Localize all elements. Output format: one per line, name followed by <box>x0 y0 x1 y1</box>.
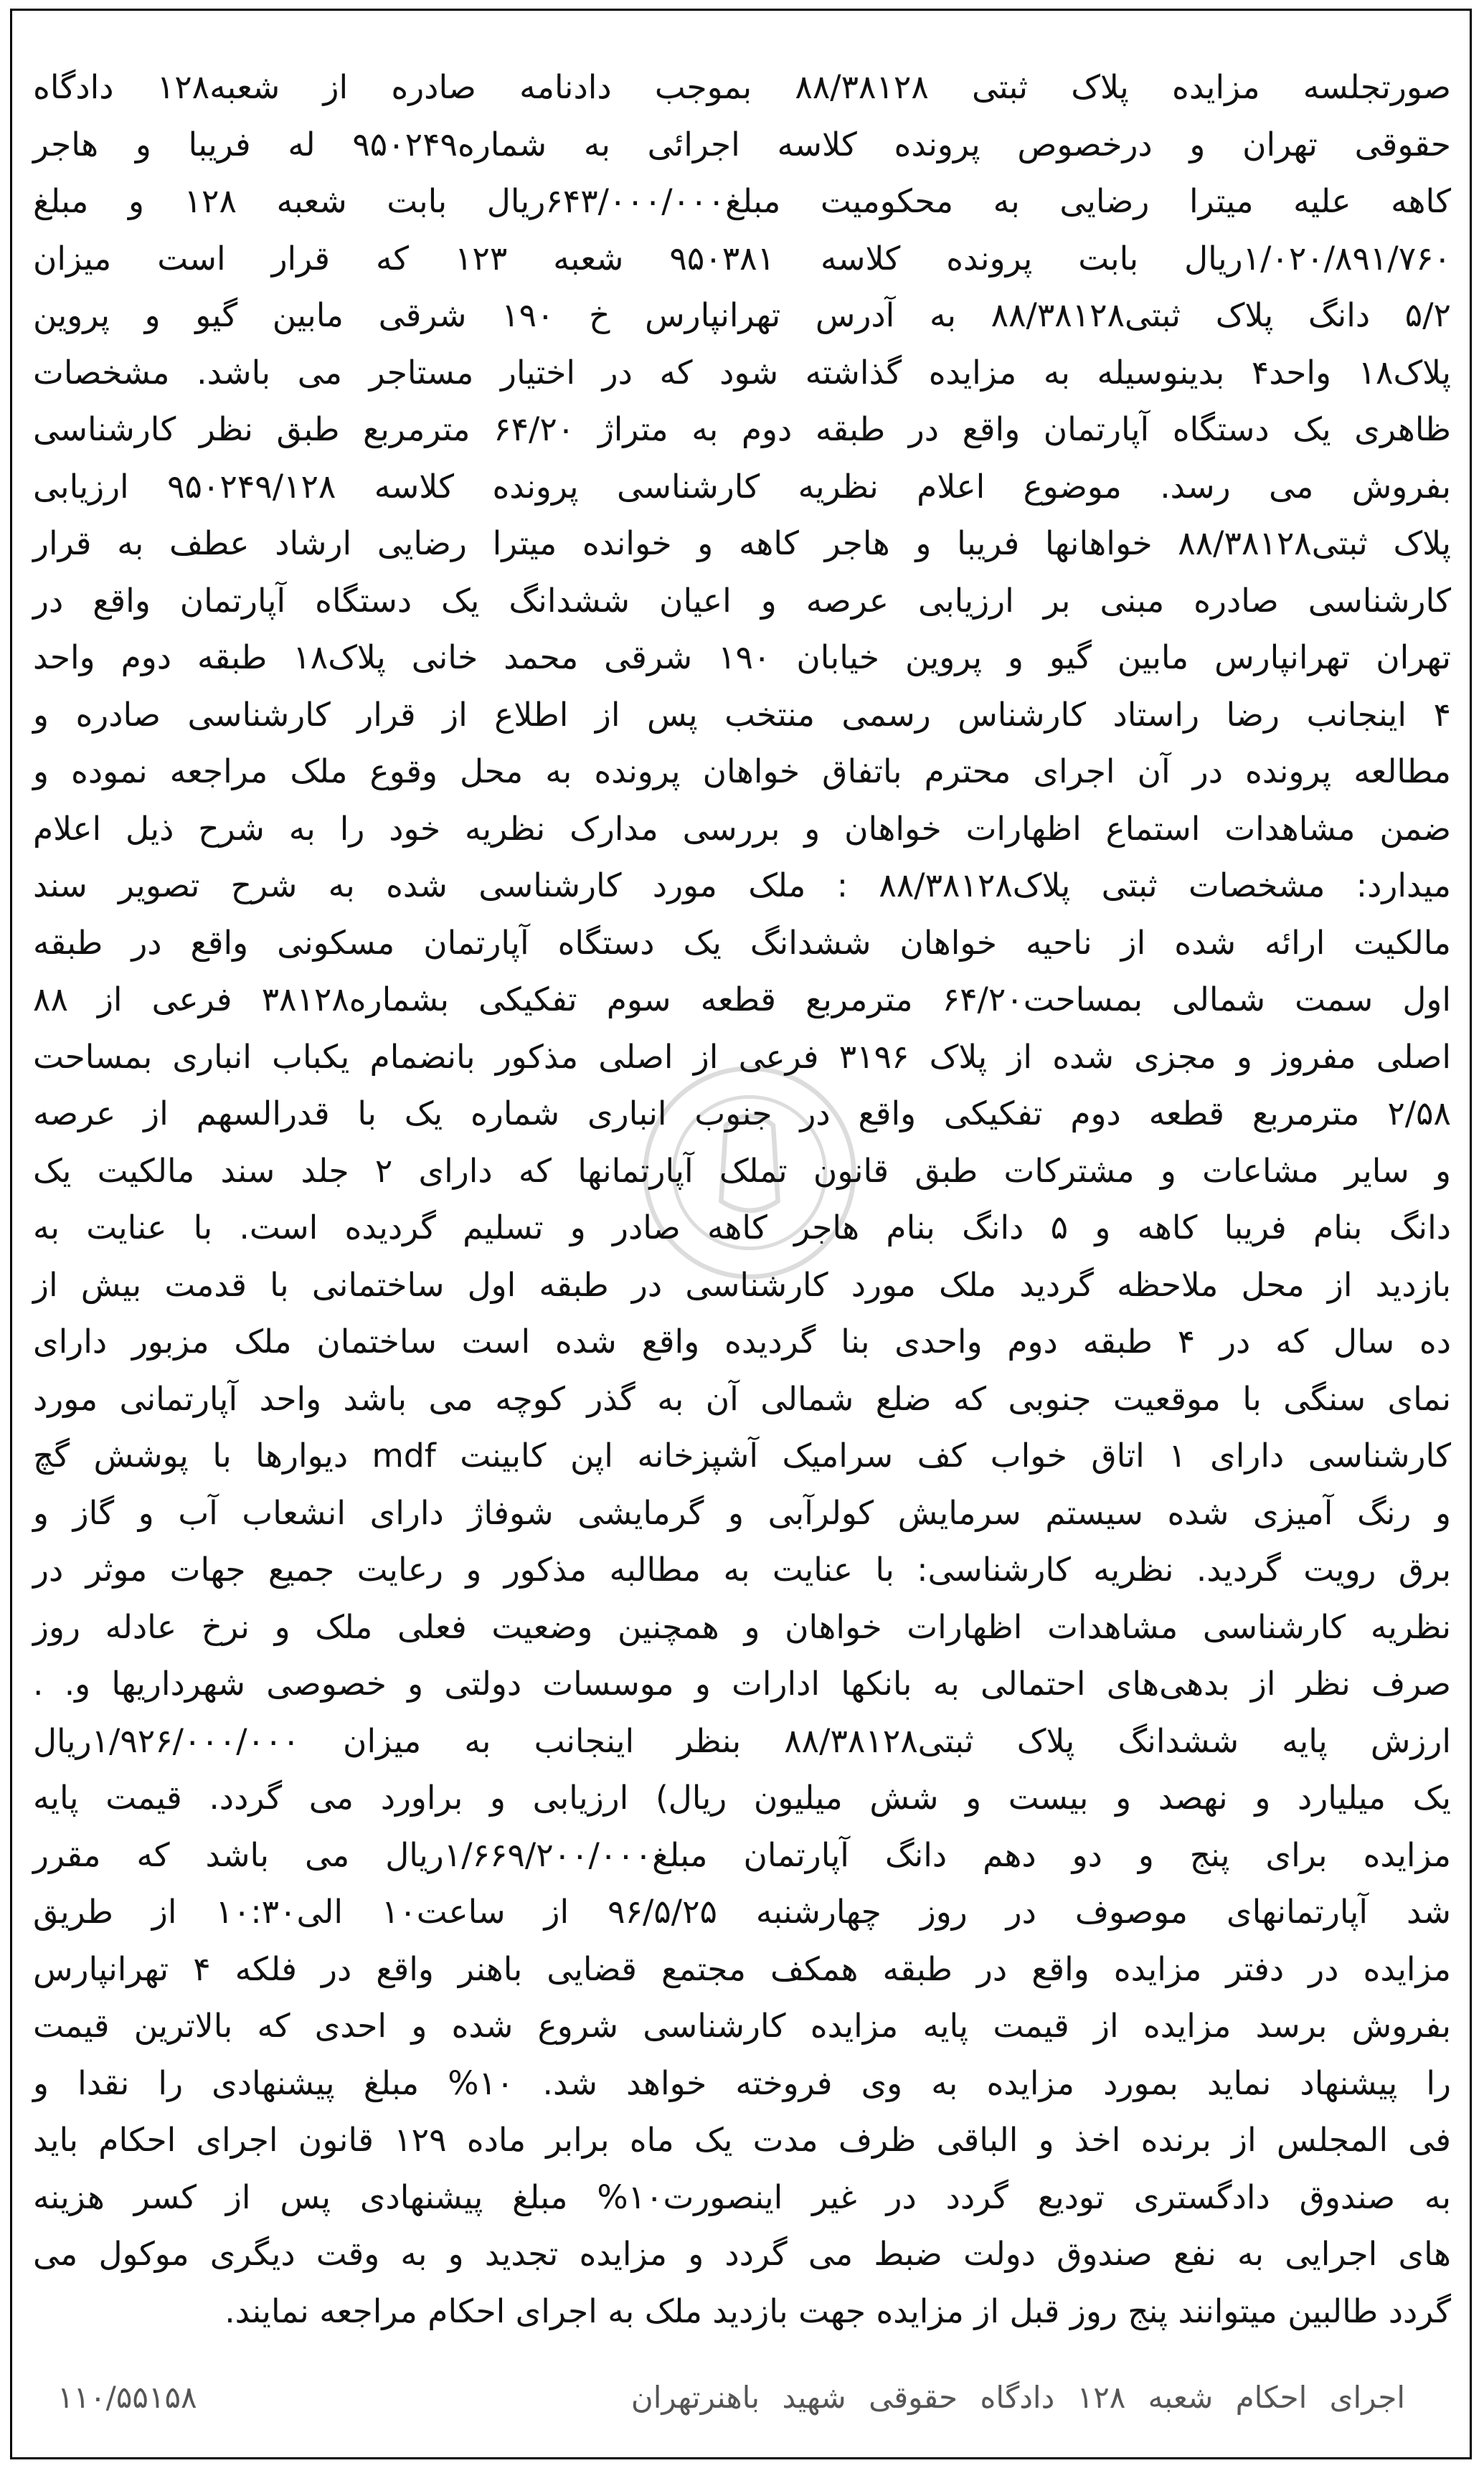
text-line: فی المجلس از برنده اخذ و الباقی ظرف مدت یک ماه برابر ماده ۱۲۹ قانون اجرای احکام باید <box>33 2121 1451 2159</box>
text-line: شد آپارتمانهای موصوف در روز چهارشنبه ۹۶/۵/۲۵ از ساعت۱۰ الی۱۰:۳۰ از طریق <box>33 1893 1451 1931</box>
text-line: گردد طالبین میتوانند پنج روز قبل از مزایده جهت بازدید ملک به اجرای احکام مراجعه نمایند. <box>225 2292 1451 2330</box>
text-line: اول سمت شمالی بمساحت۶۴/۲۰ مترمربع قطعه سوم تفکیکی بشماره۳۸۱۲۸ فرعی از ۸۸ <box>33 980 1452 1018</box>
text-line: کارشناسی صادره مبنی بر ارزیابی عرصه و اعیان ششدانگ یک دستگاه آپارتمان واقع در <box>33 581 1451 620</box>
text-line: بازدید از محل ملاحظه گردید ملک مورد کارشناسی در طبقه اول ساختمانی با قدمت بیش از <box>33 1265 1451 1304</box>
reference-number: ۱۱۰/۵۵۱۵۸ <box>57 2380 197 2415</box>
text-line: مالکیت ارائه شده از ناحیه خواهان ششدانگ یک دستگاه آپارتمان مسکونی واقع در طبقه <box>33 923 1451 962</box>
text-line: حقوقی تهران و درخصوص پرونده کلاسه اجرائی به شماره۹۵۰۲۴۹ له فریبا و هاجر <box>33 125 1451 164</box>
text-line: و رنگ آمیزی شده سیستم سرمایش کولرآبی و گرمایشی شوفاژ دارای انشعاب آب و گاز و <box>33 1493 1451 1532</box>
text-line: صرف نظر از بدهی‌های احتمالی به بانکها ادارات و موسسات دولتی و خصوصی شهرداریها و. . <box>33 1665 1451 1703</box>
text-line: به صندوق دادگستری تودیع گردد در غیر اینصورت۱۰% مبلغ پیشنهادی پس از کسر هزینه <box>33 2178 1451 2216</box>
text-line: های اجرایی به نفع صندوق دولت ضبط می گردد و مزایده تجدید و به وقت دیگری موکول می <box>33 2235 1451 2273</box>
text-line: برق رویت گردید. نظریه کارشناسی: با عنایت به مطالبه مذکور و رعایت جمیع جهات موثر در <box>33 1551 1451 1589</box>
text-line: کاهه علیه میترا رضایی به محکومیت مبلغ۶۴۳/۰۰۰/۰۰۰ریال بابت شعبه ۱۲۸ و مبلغ <box>33 182 1452 220</box>
text-line: ۲/۵۸ مترمربع قطعه دوم تفکیکی واقع در جنوب انباری شماره یک با قدرالسهم از عرصه <box>33 1094 1451 1133</box>
notice-body <box>33 59 1451 2340</box>
text-line: ده سال که در ۴ طبقه دوم واحدی بنا گردیده واقع شده است ساختمان ملک مزبور دارای <box>33 1323 1451 1361</box>
text-line: تهران تهرانپارس مابین گیو و پروین خیابان ۱۹۰ شرقی محمد خانی پلاک۱۸ طبقه دوم واحد <box>33 638 1451 676</box>
text-line: کارشناسی دارای ۱ اتاق خواب کف سرامیک آشپزخانه اپن کابینت mdf دیوارها با پوشش گچ <box>33 1437 1451 1475</box>
text-line: دانگ بنام فریبا کاهه و ۵ دانگ بنام هاجر کاهه صادر و تسلیم گردیده است. با عنایت به <box>33 1209 1451 1247</box>
text-line: ارزش پایه ششدانگ پلاک ثبتی۸۸/۳۸۱۲۸ بنظر اینجانب به میزان ۱/۹۲۶/۰۰۰/۰۰۰ریال <box>33 1721 1451 1760</box>
text-line: را پیشنهاد نماید بمورد مزایده به وی فروخته خواهد شد. ۱۰% مبلغ پیشنهادی را نقدا و <box>33 2063 1451 2102</box>
text-line: بفروش برسد مزایده از قیمت پایه مزایده کارشناسی شروع شده و احدی که بالاترین قیمت <box>33 2007 1451 2045</box>
text-line: بفروش می رسد. موضوع اعلام نظریه کارشناسی پرونده کلاسه ۹۵۰۲۴۹/۱۲۸ ارزیابی <box>33 467 1451 506</box>
text-line: صورتجلسه مزایده پلاک ثبتی ۸۸/۳۸۱۲۸ بموجب دادنامه صادره از شعبه۱۲۸ دادگاه <box>33 68 1451 106</box>
text-line: میدارد: مشخصات ثبتی پلاک۸۸/۳۸۱۲۸ : ملک مورد کارشناسی شده به شرح تصویر سند <box>33 866 1451 904</box>
text-line: ضمن مشاهدات استماع اظهارات خواهان و بررسی مدارک نظریه خود را به شرح ذیل اعلام <box>33 809 1451 848</box>
text-line: اصلی مفروز و مجزی شده از پلاک ۳۱۹۶ فرعی از اصلی مذکور بانضمام یکباب انباری بمساحت <box>33 1037 1451 1076</box>
notice-footer <box>57 2380 1405 2415</box>
text-line: ظاهری یک دستگاه آپارتمان واقع در طبقه دوم به متراژ ۶۴/۲۰ مترمربع طبق نظر کارشناسی <box>33 410 1451 448</box>
issuer-line: اجرای احکام شعبه ۱۲۸ دادگاه حقوقی شهید باهنرتهران <box>630 2380 1405 2415</box>
text-line: ۵/۲ دانگ پلاک ثبتی۸۸/۳۸۱۲۸ به آدرس تهرانپارس خ ۱۹۰ شرقی مابین گیو و پروین <box>33 296 1451 334</box>
text-line: و سایر مشاعات و مشترکات طبق قانون تملک آپارتمانها که دارای ۲ جلد سند مالکیت یک <box>33 1151 1451 1190</box>
text-line: پلاک۱۸ واحد۴ بدینوسیله به مزایده گذاشته شود که در اختیار مستاجر می باشد. مشخصات <box>33 353 1451 392</box>
text-line: نمای سنگی با موقعیت جنوبی که ضلع شمالی آن به گذر کوچه می باشد واحد آپارتمانی مورد <box>33 1379 1451 1418</box>
text-line: مزایده در دفتر مزایده واقع در طبقه همکف مجتمع قضایی باهنر واقع در فلکه ۴ تهرانپارس <box>33 1949 1451 1988</box>
text-line: ۱/۰۲۰/۸۹۱/۷۶۰ریال بابت پرونده کلاسه ۹۵۰۳۸۱ شعبه ۱۲۳ که قرار است میزان <box>33 239 1452 278</box>
text-line: پلاک ثبتی۸۸/۳۸۱۲۸ خواهانها فریبا و هاجر کاهه و خوانده میترا رضایی ارشاد عطف به قرار <box>33 524 1452 562</box>
text-line: نظریه کارشناسی مشاهدات اظهارات خواهان و همچنین وضعیت فعلی ملک و نرخ عادله روز <box>33 1607 1451 1646</box>
text-line: مزایده برای پنج و دو دهم دانگ آپارتمان مبلغ۱/۶۶۹/۲۰۰/۰۰۰ریال می باشد که مقرر <box>33 1835 1451 1874</box>
text-line: یک میلیارد و نهصد و بیست و شش میلیون ریال) ارزیابی و براورد می گردد. قیمت پایه <box>33 1779 1451 1817</box>
text-line: مطالعه پرونده در آن اجرای محترم باتفاق خواهان پرونده به محل وقوع ملک مراجعه نموده و <box>33 752 1451 790</box>
text-line: ۴ اینجانب رضا راستاد کارشناس رسمی منتخب پس از اطلاع از قرار کارشناسی صادره و <box>33 695 1451 734</box>
